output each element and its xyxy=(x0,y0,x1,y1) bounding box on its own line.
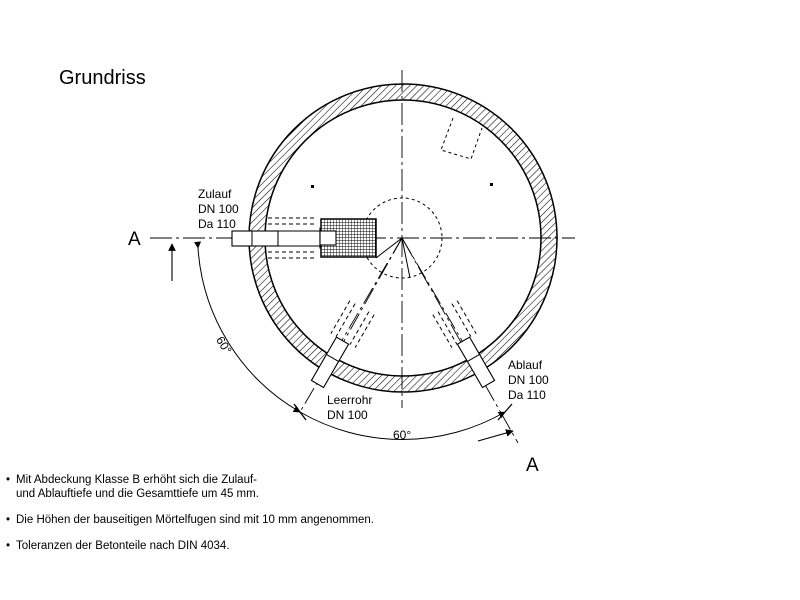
inlet-label-line-3: Da 110 xyxy=(198,217,236,231)
angle-label-bottom: 60° xyxy=(393,428,412,442)
outlet-label-line-2: DN 100 xyxy=(508,373,549,387)
note-item xyxy=(6,539,374,553)
note-line: • Mit Abdeckung Klasse B erhöht sich die Zulauf- xyxy=(16,474,257,486)
outlet-label xyxy=(508,358,549,402)
inlet-label-line-1: Zulauf xyxy=(198,187,232,201)
outlet-label-line-3: Da 110 xyxy=(508,388,546,402)
note-line: • Die Höhen der bauseitigen Mörtelfugen sind mit 10 mm angenommen. xyxy=(16,514,374,526)
empty-pipe-label xyxy=(327,393,372,422)
inlet-label xyxy=(198,187,239,231)
note-item xyxy=(6,513,374,527)
filter-basket-cap xyxy=(320,231,336,245)
section-marker-right: A xyxy=(526,455,539,476)
notes-list xyxy=(6,473,374,565)
empty-pipe-label-line-1: Leerrohr xyxy=(327,393,373,407)
section-marker-left: A xyxy=(128,229,141,250)
empty-pipe-label-line-2: DN 100 xyxy=(327,408,368,422)
drawing-title: Grundriss xyxy=(59,67,146,89)
angle-label-left: 60° xyxy=(213,333,235,357)
inlet-label-line-2: DN 100 xyxy=(198,202,239,216)
note-line: und Ablauftiefe und die Gesamttiefe um 45 mm. xyxy=(16,488,259,500)
note-line: • Toleranzen der Betonteile nach DIN 4034. xyxy=(16,540,230,552)
outlet-label-line-1: Ablauf xyxy=(508,358,543,372)
note-item xyxy=(6,473,374,501)
upper-fitting-dashed xyxy=(441,118,482,159)
